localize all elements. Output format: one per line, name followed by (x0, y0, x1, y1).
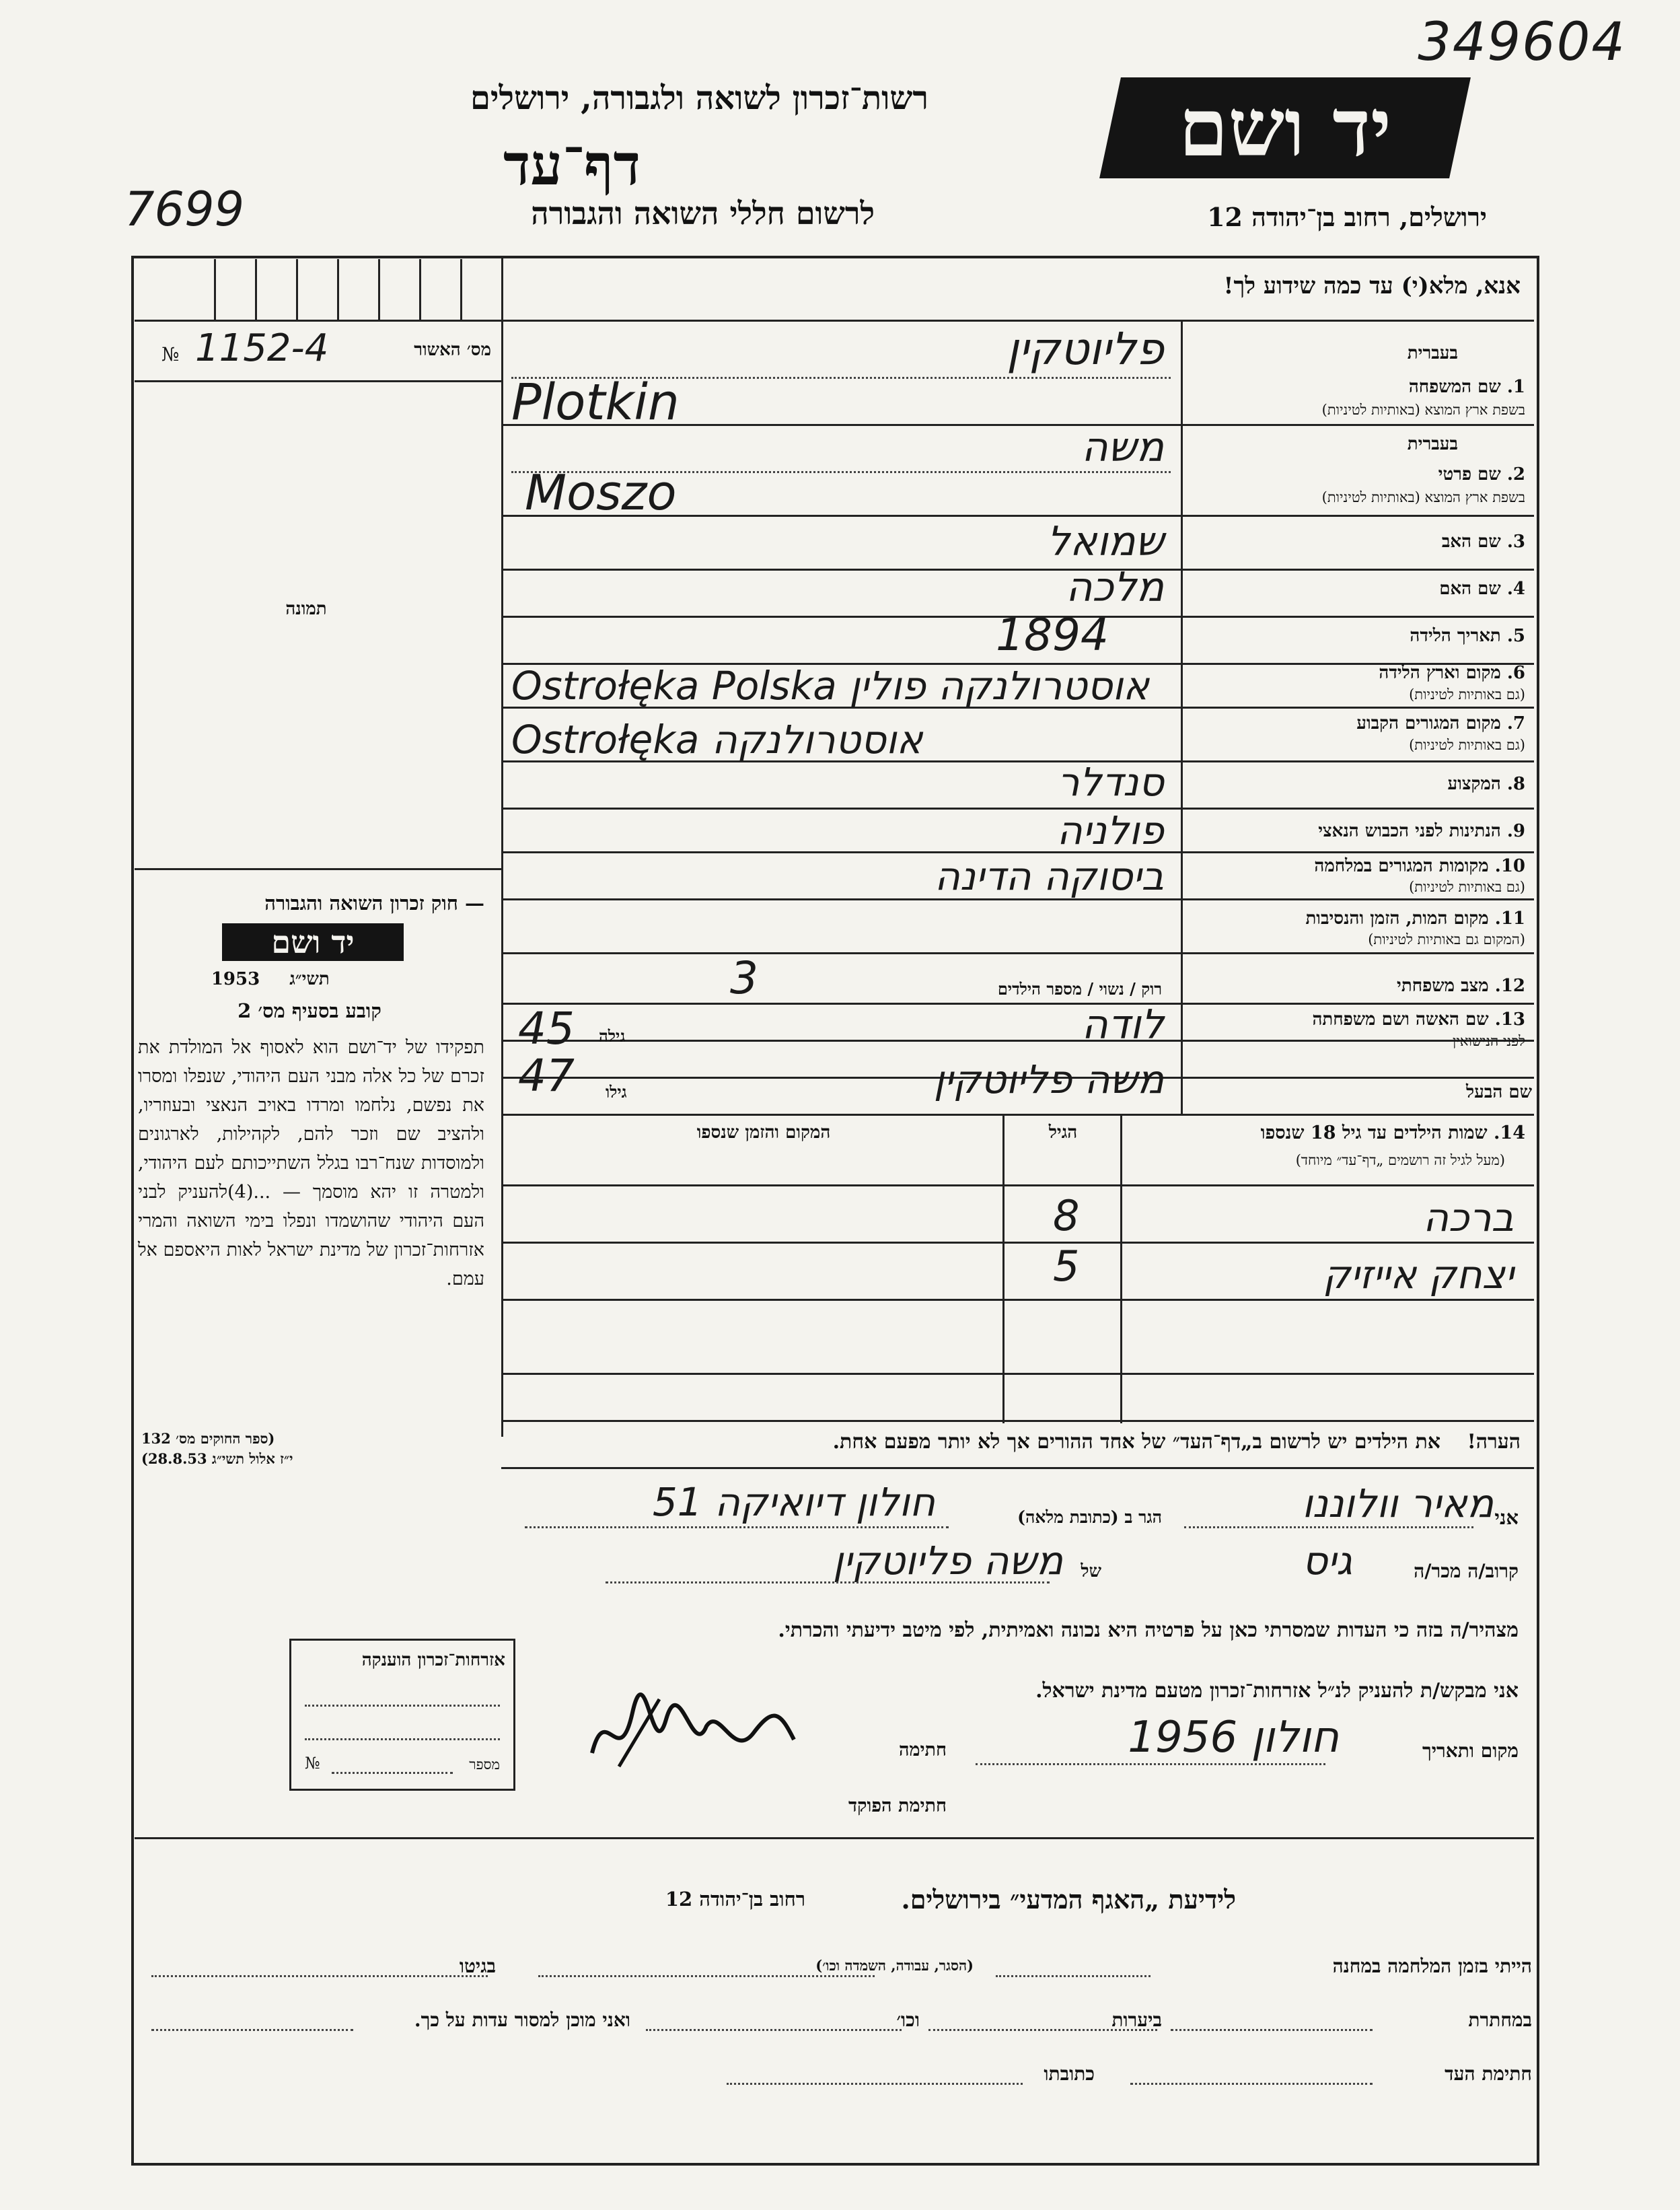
citizenship-box (289, 1639, 515, 1791)
decl-relation-label: קרוב/ה מכר/ה (1414, 1560, 1519, 1582)
decl-of-label: של (1081, 1561, 1101, 1581)
field-3-value: שמואל (1047, 518, 1164, 565)
field-7-sub: (גם באותיות לטיניות) (1409, 737, 1525, 753)
law-text: תפקידו של יד־ושם הוא לאסוף אל המולדת את זכרם של כל אלה מבני העם היהודי, שנפלו ומסרו את נפשם, נלחמו ומרדו באויב הנאצי ובעוזריו, ולהציב שם וזכר להם, לקהילות, לארגונים ולמוסדות שנח־רבו בגלל השתייכותם לעם היהודי, ולמטרה זו יהא מוסמך — ...(4)להעניק לבני העם היהודי שהושמדו ונפלו בימי השואה והמרי אזרחות־זכרון של מדינת ישראל לאות היאספם אל עמם. (138, 1037, 484, 1289)
field-10-sub: (גם באותיות לטיניות) (1409, 879, 1525, 895)
approval-label: מס׳ האשור (414, 340, 491, 360)
approval-number: 1152-4 (195, 326, 329, 370)
law-year-heb: תשי״ג (289, 969, 330, 989)
decl-address-value: חולון דיואיקה 51 (652, 1479, 935, 1525)
decl-ani-value: מאיר וולוננו (1302, 1481, 1494, 1526)
info-line2a: במחתרת (1468, 2009, 1532, 2031)
info-line2c: וכו׳ (896, 2009, 920, 2031)
field-5-value: 1894 (996, 609, 1109, 661)
law-logo: יד ושם (222, 923, 404, 961)
field-2-sub: בשפת ארץ המוצא (באותיות לטיניות) (1321, 489, 1525, 505)
signature (579, 1686, 801, 1780)
decl-place-date-label: מקום ותאריך (1422, 1740, 1519, 1762)
field-10-label: 10. מקומות המגורים במלחמה (1314, 856, 1525, 876)
children-note: (מעל לגיל זה רושמים „דף־עד״ מיוחד) (1295, 1152, 1505, 1168)
info-line2b: ביערות (1111, 2009, 1162, 2031)
wife-age: 45 (518, 1003, 575, 1055)
law-title: — חוק זכרון השואה והגבורה (264, 892, 484, 915)
field-13-sub: לפני הנישואין (1453, 1033, 1525, 1049)
field-11-sub: (המקום גם באותיות לטיניות) (1368, 931, 1525, 948)
child-2-age: 5 (1053, 1242, 1080, 1291)
tick-boxes (135, 259, 501, 322)
field-13-label: 13. שם האשה ושם משפחתה (1312, 1009, 1525, 1030)
field-6-value: Ostrołęka Polska אוסטרולנקה פולין (511, 663, 1150, 709)
wife-name: לודה (1081, 1001, 1164, 1048)
field-2-value-lat: Moszo (525, 464, 677, 521)
note-text: את הילדים יש לרשום ב„דף־העד״ של אחד ההורים אך לא יותר מפעם אחת. (832, 1430, 1441, 1454)
field-1-heb-tag: בעברית (1407, 343, 1458, 363)
husband-age: 47 (518, 1050, 575, 1102)
decl-officer-label: חתימת הפוקד (848, 1795, 947, 1816)
field-11-label: 11. מקום המות, הזמן והנסיבות (1305, 908, 1525, 929)
authority-line: רשות־זכרון לשואה ולגבורה, ירושלים (470, 79, 928, 117)
field-4-label: 4. שם האם (1439, 579, 1525, 599)
field-1-value-heb: פליוטקין (1007, 323, 1164, 375)
info-line1b: (הסגר, עבודה, השמדה וכו׳) (815, 1957, 974, 1974)
address: ירושלים, רחוב בן־יהודה 12 (1207, 202, 1487, 232)
field-10-value: ביסוקה הדינה (934, 853, 1164, 899)
child-2-name: יצחק אייזיק (1323, 1252, 1514, 1297)
husband-name: משה פליוטקין (933, 1057, 1164, 1102)
yad-vashem-logo (1099, 77, 1471, 178)
citizenship-no-label: מספר (469, 1756, 500, 1773)
logo-text: יד ושם (1178, 81, 1392, 174)
husband-label: שם הבעל (1465, 1082, 1532, 1102)
law-ref-2: י״ז אלול תשי״ג 28.8.53) (141, 1450, 293, 1467)
decl-ani-label: אני (1494, 1506, 1519, 1529)
field-4-value: מלכה (1066, 564, 1164, 611)
children-count: 3 (730, 952, 758, 1004)
child-1-name: ברכה (1423, 1195, 1514, 1240)
field-8-value: סנדלר (1057, 759, 1164, 805)
children-title: 14. שמות הילדים עד גיל 18 שנספו (1260, 1122, 1525, 1143)
info-line2d: ואני מוכן למסור עדות על כך. (414, 2009, 630, 2031)
child-1-age: 8 (1053, 1191, 1080, 1240)
field-6-label: 6. מקום וארץ הלידה (1379, 663, 1525, 683)
info-line3b: כתובתו (1044, 2063, 1095, 2085)
info-line3a: חתימת העד (1445, 2063, 1532, 2085)
law-section: קובע בסעיף מס׳ 2 (238, 999, 381, 1022)
info-line1c: בגיטו (459, 1955, 496, 1977)
place-header: המקום והזמן שנספו (696, 1122, 831, 1143)
field-3-label: 3. שם האב (1441, 532, 1525, 552)
field-1-label: 1. שם המשפחה (1408, 377, 1525, 397)
field-9-label: 9. הנתינות לפני הכבוש הנאצי (1318, 821, 1525, 841)
law-year: 1953 (211, 969, 260, 989)
archive-number: 349604 (1418, 12, 1626, 73)
field-2-label: 2. שם פרטי (1438, 464, 1525, 485)
approval-no-sign: № (161, 343, 180, 365)
decl-relation-value: גיס (1302, 1538, 1352, 1583)
note-label: הערה! (1467, 1430, 1521, 1454)
note-line (511, 1430, 1521, 1454)
citizenship-no-sign: № (305, 1754, 320, 1773)
decl-statement: מצהיר/ה בזה כי העדות שמסרתי כאן על פרטיה היא נכונה ואמיתית, לפי מיטב ידיעתי והכרתי. (778, 1618, 1519, 1642)
field-7-label: 7. מקום המגורים הקבוע (1356, 713, 1525, 734)
intro-text: אנא, מלא(י) עד כמה שידוע לך! (1223, 273, 1521, 299)
field-8-label: 8. המקצוע (1447, 774, 1525, 794)
field-9-value: פולניה (1056, 808, 1164, 853)
field-12-label: 12. מצב משפחתי (1397, 976, 1525, 996)
decl-of-value: משה פליוטקין (832, 1538, 1063, 1583)
wife-age-label: גילה (599, 1026, 626, 1046)
field-2-value-heb: משה (1081, 424, 1164, 471)
citizenship-title: אזרחות־זכרון הוענקה (361, 1650, 505, 1670)
field-6-sub: (גם באותיות לטיניות) (1409, 686, 1525, 703)
field-1-value-lat: Plotkin (511, 373, 680, 431)
husband-age-label: גילו (606, 1082, 627, 1102)
subtitle: לרשום חללי השואה והגבורה (531, 195, 875, 231)
field-2-heb-tag: בעברית (1407, 434, 1458, 454)
page-title: דף־עד (503, 131, 641, 198)
photo-label: תמונה (285, 599, 327, 619)
info-line1a: הייתי בזמן המלחמה במחנה (1332, 1955, 1532, 1977)
field-5-label: 5. תאריך הלידה (1410, 626, 1525, 646)
field-1-sub: בשפת ארץ המוצא (באותיות לטיניות) (1321, 402, 1525, 418)
decl-address-label: הגר ב (כתובת מלאה) (1017, 1507, 1162, 1527)
decl-place-date-value: חולון 1956 (1128, 1713, 1339, 1762)
info-address: רחוב בן־יהודה 12 (665, 1888, 805, 1911)
age-header: הגיל (1048, 1122, 1078, 1143)
marital-label: רוק / נשוי / מספר הילדים (997, 979, 1162, 999)
header-note: 7699 (124, 182, 245, 237)
field-7-value: Ostrołęka אוסטרולנקה (511, 717, 923, 762)
info-title: לידיעת „האגף המדעי״ בירושלים. (901, 1884, 1236, 1915)
law-ref-1: (ספר החוקים מס׳ 132 (141, 1430, 275, 1447)
decl-request: אני מבקש/ת להעניק לנ״ל אזרחות־זכרון מטעם מדינת ישראל. (1035, 1679, 1519, 1703)
decl-sig-label: חתימה (898, 1740, 947, 1760)
